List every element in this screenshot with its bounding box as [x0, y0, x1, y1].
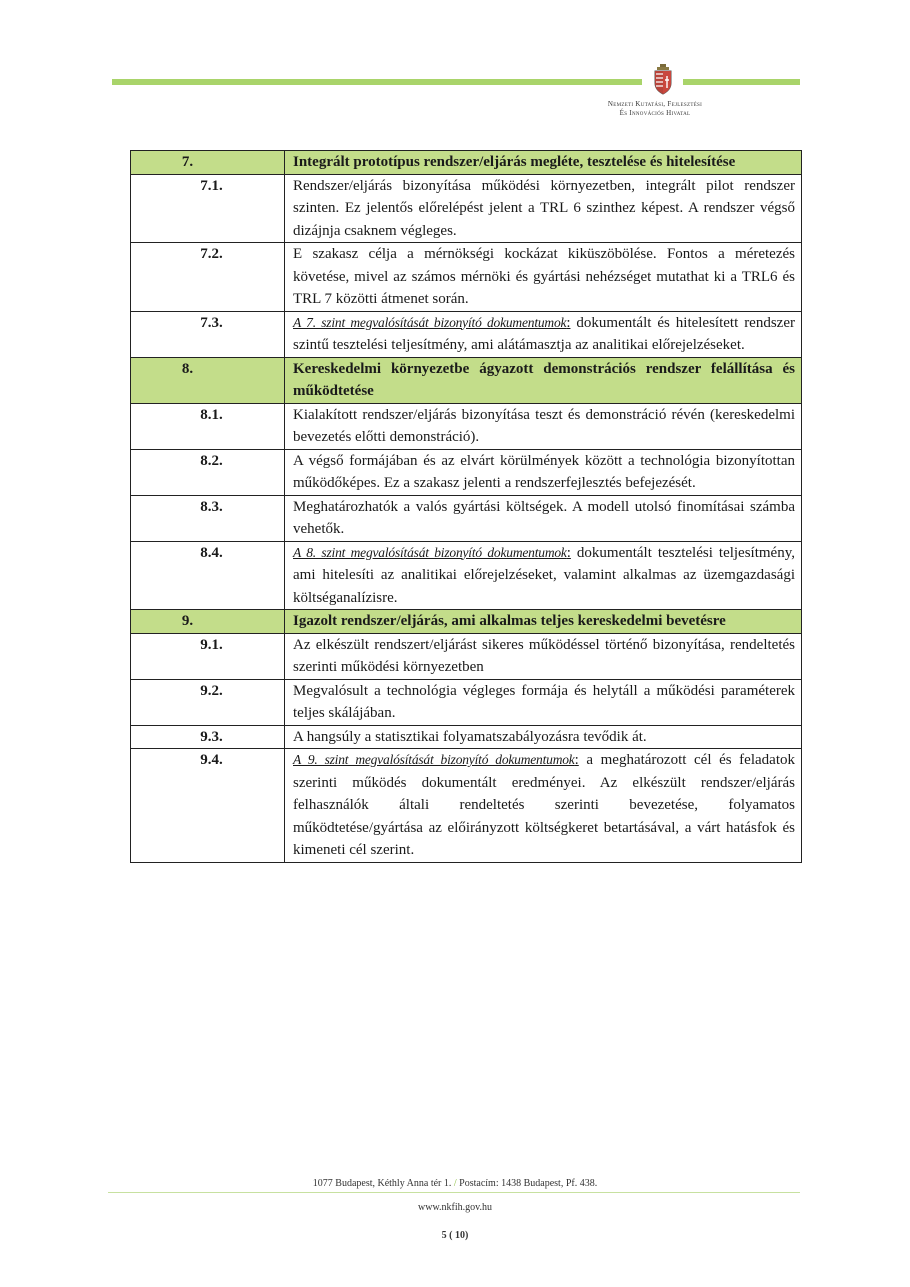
- row-number: 7.1.: [131, 174, 285, 243]
- table-row: [131, 725, 802, 749]
- row-number: 8.2.: [131, 449, 285, 495]
- footer-address-street: 1077 Budapest, Kéthly Anna tér 1.: [312, 1178, 452, 1189]
- footer-address-separator: /: [453, 1178, 457, 1189]
- row-body-text: dokumentált tesztelési teljesítmény, ami hitelesíti az analitikai előrejelzéseket, valamint alkalmas az üzemgazdasági költséganalízisre.: [293, 544, 795, 606]
- row-text: Integrált prototípus rendszer/eljárás megléte, tesztelése és hitelesítése: [285, 151, 802, 175]
- row-body-text: dokumentált és hitelesített rendszer szintű tesztelési teljesítmény, ami alátámasztja az analitikai előrejelzéseket.: [293, 314, 795, 353]
- row-number: 9.3.: [131, 725, 285, 749]
- row-text: E szakasz célja a mérnökségi kockázat kiküszöbölése. Fontos a méretezés követése, mivel az számos mérnöki és gyártási nehézséget mutathat ki a TRL6 és TRL 7 közötti átmenet során.: [285, 243, 802, 312]
- trl-level-table: [130, 150, 802, 863]
- table-row: [131, 679, 802, 725]
- label-colon: :: [566, 314, 571, 331]
- table-row: [131, 403, 802, 449]
- row-number: 8.3.: [131, 495, 285, 541]
- agency-logo-text: [590, 100, 720, 118]
- row-text: Megvalósult a technológia végleges formája és helytáll a működési paraméterek teljes skálájában.: [285, 679, 802, 725]
- row-text: A végső formájában és az elvárt körülmények között a technológia bizonyítottan működőképes. Ez a szakasz jelenti a rendszerfejlesztés befejezését.: [285, 449, 802, 495]
- row-number: 7.2.: [131, 243, 285, 312]
- row-text: Rendszer/eljárás bizonyítása működési környezetben, integrált pilot rendszer szinten. Ez jelentős előrelépést jelent a TRL 6 szinthez képest. A rendszer végső dizájnja csaknem végleges.: [285, 174, 802, 243]
- footer-divider: [108, 1192, 800, 1193]
- row-text: [285, 311, 802, 357]
- row-number: 9.2.: [131, 679, 285, 725]
- logo-line-1: Nemzeti Kutatási, Fejlesztési: [607, 100, 703, 108]
- row-number: 7.3.: [131, 311, 285, 357]
- row-text: Az elkészült rendszert/eljárást sikeres működéssel történő bizonyítása, rendeltetés szerinti működési környezetben: [285, 633, 802, 679]
- level-header-row: [131, 357, 802, 403]
- row-text: [285, 749, 802, 863]
- page-number: 5 ( 10): [441, 1230, 469, 1241]
- row-body-text: a meghatározott cél és feladatok szerinti működés dokumentált eredményei. Az elkészült rendszer/eljárás felhasználók általi rendeltetés szerinti bevezetése, folyamatos működtetése/gyártása az előirányzott költségkeret betartásával, a várt hatásfok és kimeneti cél szerint.: [293, 752, 795, 858]
- table-row: [131, 541, 802, 610]
- evidence-documents-label: A 9. szint megvalósítását bizonyító dokumentumok: [293, 752, 575, 767]
- row-text: Kialakított rendszer/eljárás bizonyítása teszt és demonstráció révén (kereskedelmi bevezetés előtti demonstráció).: [285, 403, 802, 449]
- row-number: 9.4.: [131, 749, 285, 863]
- table-row: [131, 174, 802, 243]
- footer-website: www.nkfih.gov.hu: [418, 1202, 492, 1213]
- table-row: [131, 311, 802, 357]
- row-text: [285, 541, 802, 610]
- row-number: 7.: [131, 151, 285, 175]
- row-number: 8.1.: [131, 403, 285, 449]
- header-accent-bar-left: [112, 79, 642, 85]
- label-colon: :: [574, 752, 579, 768]
- row-number: 9.: [131, 610, 285, 634]
- table-row: [131, 749, 802, 863]
- level-header-row: [131, 610, 802, 634]
- header-accent-bar-right: [683, 79, 800, 85]
- row-text: Igazolt rendszer/eljárás, ami alkalmas teljes kereskedelmi bevetésre: [285, 610, 802, 634]
- evidence-documents-label: A 7. szint megvalósítását bizonyító dokumentumok: [293, 314, 567, 330]
- level-header-row: [131, 151, 802, 175]
- row-number: 8.: [131, 357, 285, 403]
- footer-address-postal: Postacím: 1438 Budapest, Pf. 438.: [459, 1178, 598, 1189]
- evidence-documents-label: A 8. szint megvalósítását bizonyító dokumentumok: [293, 544, 567, 560]
- table-row: [131, 633, 802, 679]
- row-number: 8.4.: [131, 541, 285, 610]
- row-number: 9.1.: [131, 633, 285, 679]
- table-row: [131, 495, 802, 541]
- label-colon: :: [566, 544, 571, 561]
- row-text: Meghatározhatók a valós gyártási költségek. A modell utolsó finomításai számba vehetők.: [285, 495, 802, 541]
- row-text: A hangsúly a statisztikai folyamatszabályozásra tevődik át.: [285, 725, 802, 749]
- coat-of-arms-icon: [652, 62, 674, 96]
- footer-address: [0, 1178, 910, 1189]
- table-row: [131, 243, 802, 312]
- logo-line-2: És Innovációs Hivatal: [619, 109, 691, 117]
- row-text: Kereskedelmi környezetbe ágyazott demonstrációs rendszer felállítása és működtetése: [285, 357, 802, 403]
- table-row: [131, 449, 802, 495]
